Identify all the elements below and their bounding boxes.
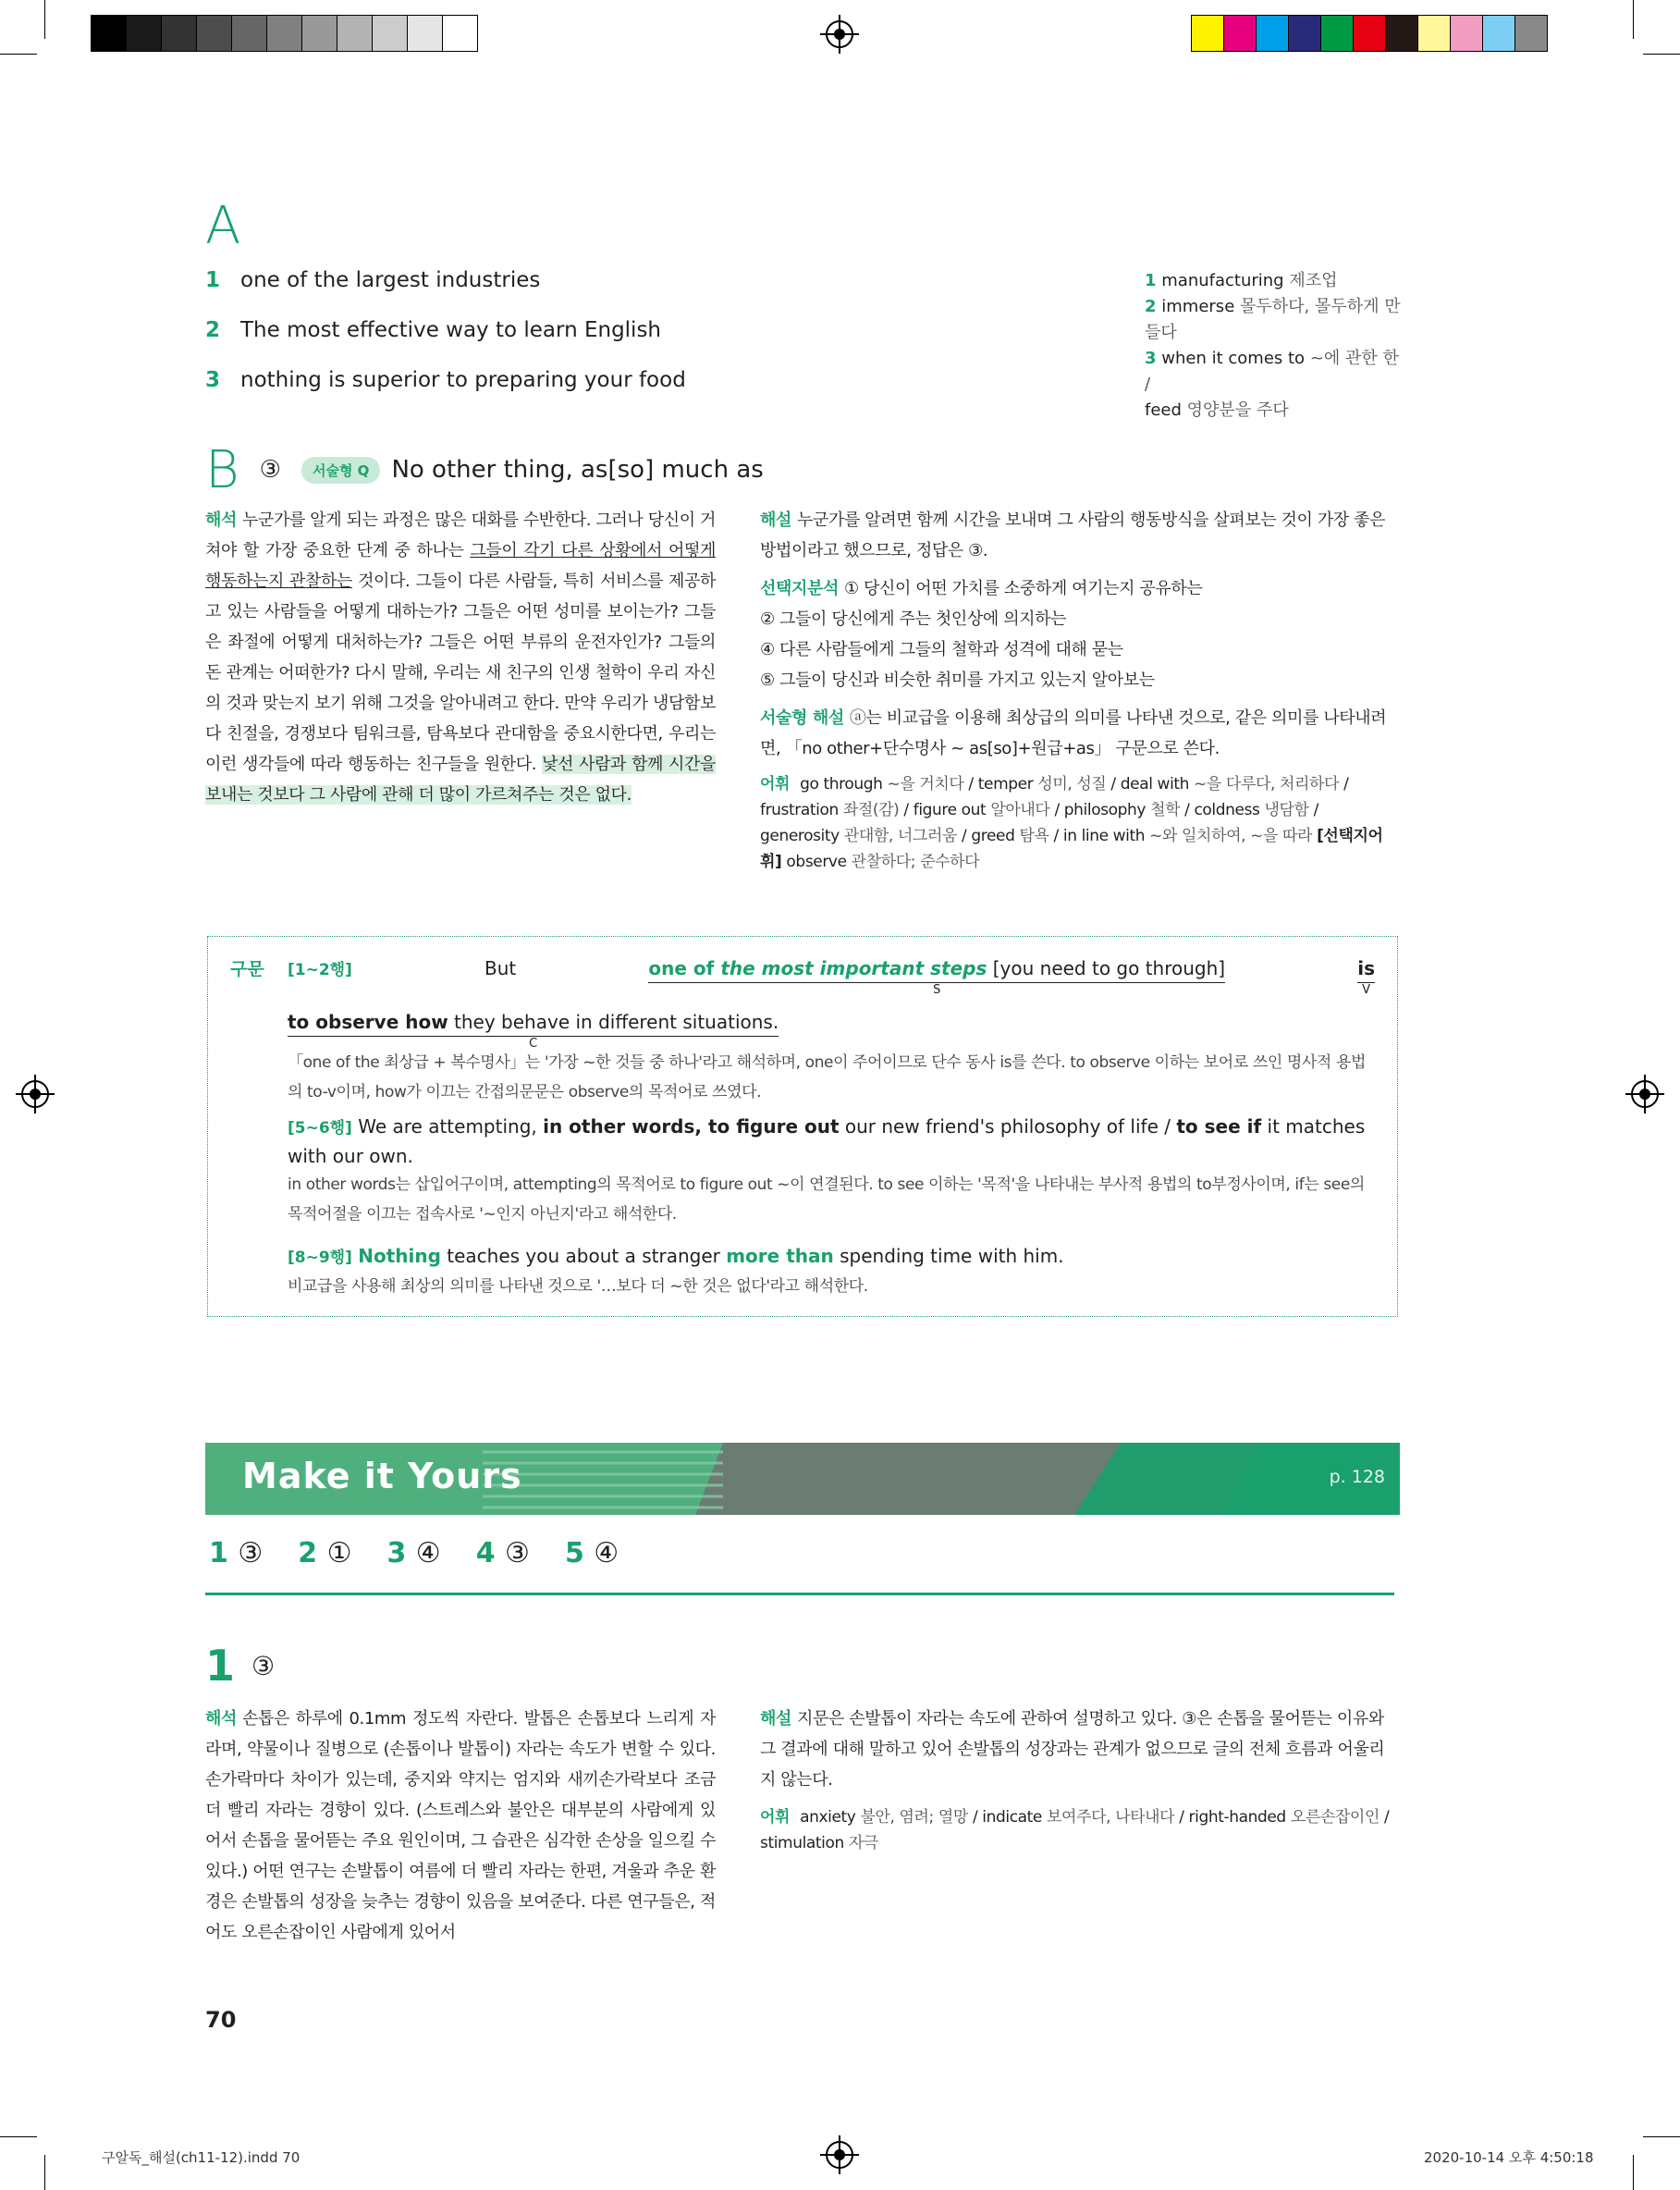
color-swatch (266, 15, 302, 52)
answer-item: 1 ③ (209, 1537, 264, 1569)
choice-analysis: 선택지분석 ① 당신이 어떤 가치를 소중하게 여기는지 공유하는 ② 그들이 당신에게 주는 첫인상에 의지하는 ④ 다른 사람들에게 그들의 철학과 성격에 대해 묻는 ⑤ 그들이 당신과 비슷한 취미를 가지고 있는지 알아보는 (760, 579, 1203, 690)
page-number: 70 (205, 2007, 237, 2033)
section-divider (205, 1593, 1394, 1595)
make-it-yours-title: Make it Yours (242, 1456, 522, 1496)
color-swatch (161, 15, 197, 52)
color-swatch (231, 15, 267, 52)
grammar-label: 구문 (230, 959, 264, 979)
section-b-translation: 해석 누군가를 알게 되는 과정은 많은 대화를 수반한다. 그러나 당신이 거쳐야 할 가장 중요한 단계 중 하나는 그들이 각기 다른 상황에서 어떻게 행동하는지 관찰하는 것이다. 그들이 다른 사람들, 특히 서비스를 제공하고 있는 사람들을 어떻게 대하는가? 그들은 어떤 성미를 보이는가? 그들은 좌절에 어떻게 대처하는가? 그들은 어떤 부류의 운전자인가? 그들의 돈 관계는 어떠한가? 다시 말해, 우리는 새 친구의 인생 철학이 우리 자신의 것과 맞는지 보기 위해 그것을 알아내려고 한다. 만약 우리가 냉담함보다 친절을, 경쟁보다 팀워크를, 탐욕보다 관대함을 중요시한다면, 우리는 이런 생각들에 따라 행동하는 친구들을 원한다. 낯선 사람과 함께 시간을 보내는 것보다 그 사람에 관해 더 많이 가르쳐주는 것은 없다. (205, 511, 716, 805)
color-swatch (1385, 15, 1418, 52)
page-reference: p. 128 (1329, 1467, 1385, 1487)
complement-mark: C (529, 1037, 538, 1051)
color-swatch (407, 15, 443, 52)
registration-mark-icon (1631, 1080, 1659, 1108)
color-swatch (442, 15, 478, 52)
written-q-answer: No other thing, as[so] much as (391, 456, 764, 484)
color-swatch (1450, 15, 1483, 52)
color-swatch (301, 15, 337, 52)
verb-mark: V (1362, 983, 1371, 997)
registration-mark-icon (826, 2141, 853, 2169)
answer-line: 3 nothing is superior to preparing your food (205, 368, 686, 392)
color-swatch (1514, 15, 1548, 52)
registration-mark-icon (21, 1080, 49, 1108)
color-swatch (1482, 15, 1515, 52)
answer-item: 4 ③ (475, 1537, 530, 1569)
footer-timestamp: 2020-10-14 오후 4:50:18 (1424, 2149, 1594, 2166)
section-a-letter: A (205, 196, 241, 256)
color-swatch (196, 15, 232, 52)
answer-line: 1 one of the largest industries (205, 268, 541, 292)
color-swatch (372, 15, 408, 52)
vocab-item: 1 manufacturing 제조업 (1145, 271, 1338, 290)
section-b-header (205, 439, 764, 500)
subject-mark: S (933, 983, 941, 997)
section-a-vocab (1145, 268, 1404, 424)
registration-mark-icon (826, 20, 853, 48)
explanation: 해설 누군가를 알려면 함께 시간을 보내며 그 사람의 행동방식을 살펴보는 것이 가장 좋은 방법이라고 했으므로, 정답은 ③. (760, 511, 1386, 560)
q1-explanation: 해설 지문은 손발톱이 자라는 속도에 관하여 설명하고 있다. ③은 손톱을 물어뜯는 이유와 그 결과에 대해 말하고 있어 손발톱의 성장과는 관계가 없으므로 글의 전체 흐름과 어울리지 않는다. (760, 1709, 1385, 1790)
answer-item: 5 ④ (564, 1537, 619, 1569)
color-swatch (126, 15, 162, 52)
footer-filename: 구알독_해설(ch11-12).indd 70 (102, 2149, 300, 2166)
section-b-letter: B (205, 439, 239, 500)
section-b-answer: ③ (259, 456, 281, 484)
section-b-vocab: 어휘 go through ~을 거치다 / temper 성미, 성질 / deal with ~을 다루다, 처리하다 / frustration 좌절(감) / figure out 알아내다 / philosophy 철학 / coldness 냉담함 / generosity 관대함, 너그러움 / greed 탐욕 / in line with ~와 일치하여, ~을 따라 [선택지어휘] observe 관찰하다; 준수하다 (760, 775, 1383, 871)
grammar-item: [5~6행] We are attempting, in other words, to figure out our new friend's philosophy of life / to see if it matches with our own. in other words는 삽입어구이며, attempting의 목적어로 to figure out ~이 연결된다. to see 이하는 '목적'을 나타내는 부사적 용법의 to부정사이며, if는 see의 목적어절을 이끄는 접속사로 '~인지 아닌지'라고 해석한다. (288, 1115, 1366, 1224)
color-swatch (1223, 15, 1257, 52)
q1-header (205, 1641, 275, 1691)
color-swatch (1288, 15, 1321, 52)
grammar-item: [1~2행] But one of the most important steps [you need to go through] S is V to observe how they behave in different situations. C 「one of the 최상급 + 복수명사」는 '가장 ~한 것들 중 하나'라고 해석하며, one이 주어이므로 단수 동사 is를 쓴다. to observe 이하는 보어로 쓰인 명사적 용법의 to-v이며, how가 이끄는 간접의문문은 observe의 목적어로 쓰였다. (288, 955, 1375, 1107)
color-swatch (1191, 15, 1224, 52)
color-swatch (1256, 15, 1289, 52)
grammar-item: [8~9행] Nothing teaches you about a stranger more than spending time with him. 비교급을 사용해 최상의 의미를 나타낸 것으로 '…보다 더 ~한 것은 없다'라고 해석한다. (288, 1245, 1064, 1296)
answer-item: 2 ① (298, 1537, 352, 1569)
written-q-badge: 서술형 Q (301, 457, 380, 484)
make-it-yours-answers (209, 1537, 619, 1569)
color-swatch (1353, 15, 1386, 52)
section-b-right-column (760, 505, 1400, 875)
vocab-item: feed 영양분을 주다 (1145, 400, 1289, 420)
answer-item: 3 ④ (386, 1537, 441, 1569)
color-swatch (337, 15, 373, 52)
section-a-answers (205, 268, 686, 418)
make-it-yours-banner (205, 1443, 1400, 1515)
written-explanation: 서술형 해설 ⓐ는 비교급을 이용해 최상급의 의미를 나타낸 것으로, 같은 의미를 나타내려면, 「no other+단수명사 ~ as[so]+원급+as」 구문으로 쓴다. (760, 708, 1387, 758)
q1-translation: 해석 손톱은 하루에 0.1mm 정도씩 자란다. 발톱은 손톱보다 느리게 자라며, 약물이나 질병으로 (손톱이나 발톱이) 자라는 속도가 변할 수 있다. 손가락마다 차이가 있는데, 중지와 약지는 엄지와 새끼손가락보다 조금 더 빨리 자라는 경향이 있다. (스트레스와 불안은 대부분의 사람에게 있어서 손톱을 물어뜯는 주요 원인이며, 그 습관은 심각한 손상을 일으킬 수 있다.) 어떤 연구는 손발톱이 여름에 더 빨리 자라는 한편, 겨울과 추운 환경은 손발톱의 성장을 늦추는 경향이 있음을 보여준다. 다른 연구들은, 적어도 오른손잡이인 사람에게 있어서 (205, 1709, 716, 1942)
color-swatch (91, 15, 127, 52)
answer-line: 2 The most effective way to learn English (205, 318, 662, 342)
q1-right-column (760, 1704, 1400, 1856)
color-swatch (1417, 15, 1451, 52)
q1-vocab: 어휘 anxiety 불안, 염려; 열망 / indicate 보여주다, 나타내다 / right-handed 오른손잡이인 / stimulation 자극 (760, 1808, 1390, 1852)
vocab-item: 3 when it comes to ~에 관한 한 / (1145, 349, 1399, 394)
color-swatch (1320, 15, 1354, 52)
vocab-item: 2 immerse 몰두하다, 몰두하게 만들다 (1145, 297, 1401, 342)
grammar-box (207, 936, 1398, 1317)
q1-answer: ③ (251, 1650, 276, 1681)
q1-number: 1 (205, 1641, 236, 1691)
